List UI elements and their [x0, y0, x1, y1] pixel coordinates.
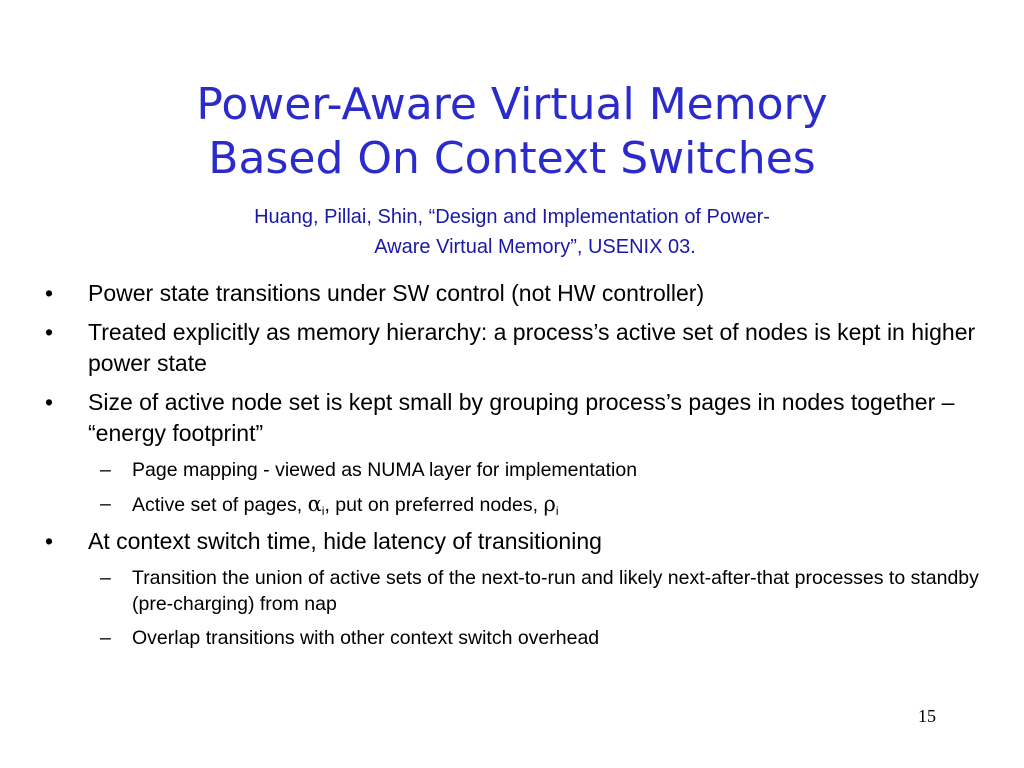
dash-marker: –: [100, 627, 111, 649]
title-line-2: Based On Context Switches: [208, 133, 816, 184]
dash-marker: –: [100, 459, 111, 481]
citation-line-2: Aware Virtual Memory”, USENIX 03.: [374, 236, 696, 258]
bullet-item: [40, 317, 1000, 379]
dash-marker: –: [100, 493, 111, 515]
page-number: 15: [918, 706, 936, 726]
bullet-text: Treated explicitly as memory hierarchy: a process’s active set of nodes is kept in higher power state: [88, 319, 976, 376]
citation: [0, 202, 1024, 262]
bullet-item: [40, 278, 1000, 309]
bullet-item: [40, 387, 1000, 449]
slide-title: [0, 78, 1024, 186]
sub-bullet-item: [40, 565, 1000, 617]
bullet-item: [40, 526, 1000, 557]
bullet-text: Power state transitions under SW control (not HW controller): [88, 280, 705, 306]
bullet-marker: •: [45, 280, 54, 306]
bullet-text: Size of active node set is kept small by grouping process’s pages in nodes together – “energy footprint”: [88, 389, 955, 446]
bullet-text: At context switch time, hide latency of transitioning: [88, 528, 602, 554]
alpha-symbol: α: [307, 492, 322, 516]
sub-bullet-text: Overlap transitions with other context switch overhead: [132, 627, 600, 649]
bullet-marker: •: [45, 319, 54, 345]
bullet-list: [40, 278, 1000, 651]
sub-bullet-text: Transition the union of active sets of the next-to-run and likely next-after-that processes to standby (pre-charging) from nap: [132, 567, 979, 615]
sub-bullet-item: [40, 491, 1000, 518]
sub-bullet-text: Page mapping - viewed as NUMA layer for implementation: [132, 459, 638, 481]
bullet-marker: •: [45, 389, 54, 415]
rho-subscript: i: [555, 504, 559, 518]
sub-bullet-text-middle: , put on preferred nodes,: [324, 494, 544, 516]
sub-bullet-item: [40, 457, 1000, 483]
alpha-subscript: i: [321, 504, 325, 518]
rho-symbol: ρ: [543, 492, 556, 516]
citation-line-1: Huang, Pillai, Shin, “Design and Implementation of Power-: [254, 206, 770, 228]
bullet-marker: •: [45, 528, 54, 554]
sub-bullet-text-prefix: Active set of pages,: [132, 494, 308, 516]
dash-marker: –: [100, 567, 111, 589]
title-line-1: Power-Aware Virtual Memory: [196, 79, 828, 130]
sub-bullet-item: [40, 625, 1000, 651]
